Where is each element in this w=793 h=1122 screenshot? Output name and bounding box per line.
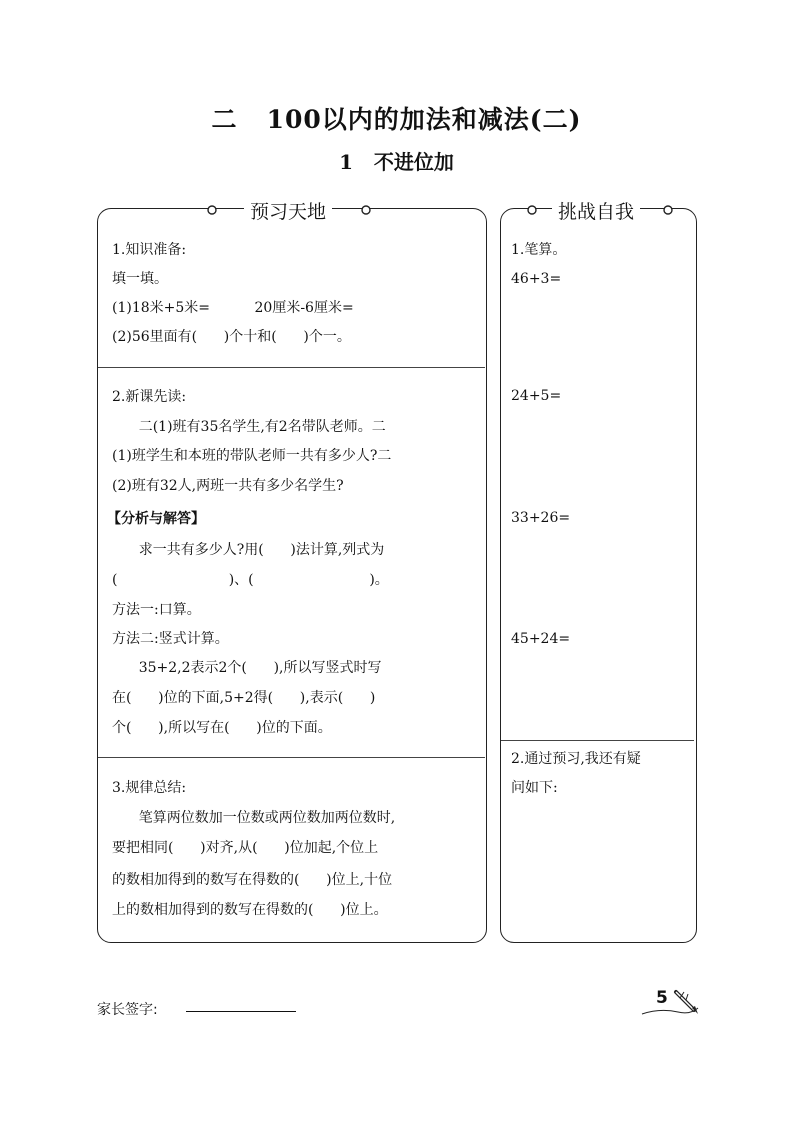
section3-line: 要把相同( )对齐,从( )位加起,个位上 bbox=[112, 840, 379, 856]
section2-line: ( )、( )。 bbox=[112, 572, 389, 588]
section2-line: (2)班有32人,两班一共有多少名学生? bbox=[112, 478, 344, 494]
challenge-header bbox=[510, 197, 690, 223]
section-divider bbox=[98, 757, 485, 758]
section2-line: 求一共有多少人?用( )法计算,列式为 bbox=[112, 542, 385, 558]
section2-line: 方法二:竖式计算。 bbox=[112, 631, 229, 647]
section1-line1: 填一填。 bbox=[112, 271, 168, 287]
section2-heading: 2.新课先读: bbox=[112, 389, 187, 405]
challenge-heading-2: 2.通过预习,我还有疑 bbox=[511, 751, 641, 767]
challenge-panel bbox=[500, 208, 697, 943]
section3-line: 笔算两位数加一位数或两位数加两位数时, bbox=[112, 810, 396, 826]
pencil-icon bbox=[640, 984, 700, 1020]
problem-2: 24+5= bbox=[511, 388, 562, 404]
preview-header bbox=[194, 197, 384, 223]
section2-line: 在( )位的下面,5+2得( ),表示( ) bbox=[112, 690, 376, 706]
challenge-heading-2-cont: 问如下: bbox=[511, 780, 558, 796]
lesson-subtitle: 1 不进位加 bbox=[339, 150, 454, 174]
problem-4: 45+24= bbox=[511, 631, 571, 647]
section-divider bbox=[501, 740, 694, 741]
problem-3: 33+26= bbox=[511, 510, 571, 526]
section2-line: 二(1)班有35名学生,有2名带队老师。二 bbox=[112, 419, 386, 435]
section1-line2: (1)18米+5米= 20厘米-6厘米= bbox=[112, 300, 354, 316]
section3-line: 上的数相加得到的数写在得数的( )位上。 bbox=[112, 902, 388, 918]
section1-heading: 1.知识准备: bbox=[112, 242, 187, 258]
section2-line: 个( ),所以写在( )位的下面。 bbox=[112, 720, 332, 736]
challenge-heading-1: 1.笔算。 bbox=[511, 242, 567, 258]
section3-line: 的数相加得到的数写在得数的( )位上,十位 bbox=[112, 872, 393, 888]
preview-header-label: 预习天地 bbox=[244, 197, 332, 224]
section3-heading: 3.规律总结: bbox=[112, 780, 187, 796]
analysis-heading: 【分析与解答】 bbox=[107, 511, 205, 527]
section2-line: 方法一:口算。 bbox=[112, 602, 201, 618]
page-number: 5 bbox=[656, 988, 668, 1008]
challenge-header-label: 挑战自我 bbox=[552, 197, 640, 224]
section2-line: (1)班学生和本班的带队老师一共有多少人?二 bbox=[112, 448, 392, 464]
signature-label: 家长签字: bbox=[97, 1002, 158, 1018]
signature-line[interactable] bbox=[186, 1011, 296, 1012]
problem-1: 46+3= bbox=[511, 271, 562, 287]
section1-line3: (2)56里面有( )个十和( )个一。 bbox=[112, 329, 351, 345]
section2-line: 35+2,2表示2个( ),所以写竖式时写 bbox=[112, 660, 382, 676]
page-title: 二 100以内的加法和减法(二) bbox=[211, 105, 582, 134]
section-divider bbox=[98, 367, 485, 368]
